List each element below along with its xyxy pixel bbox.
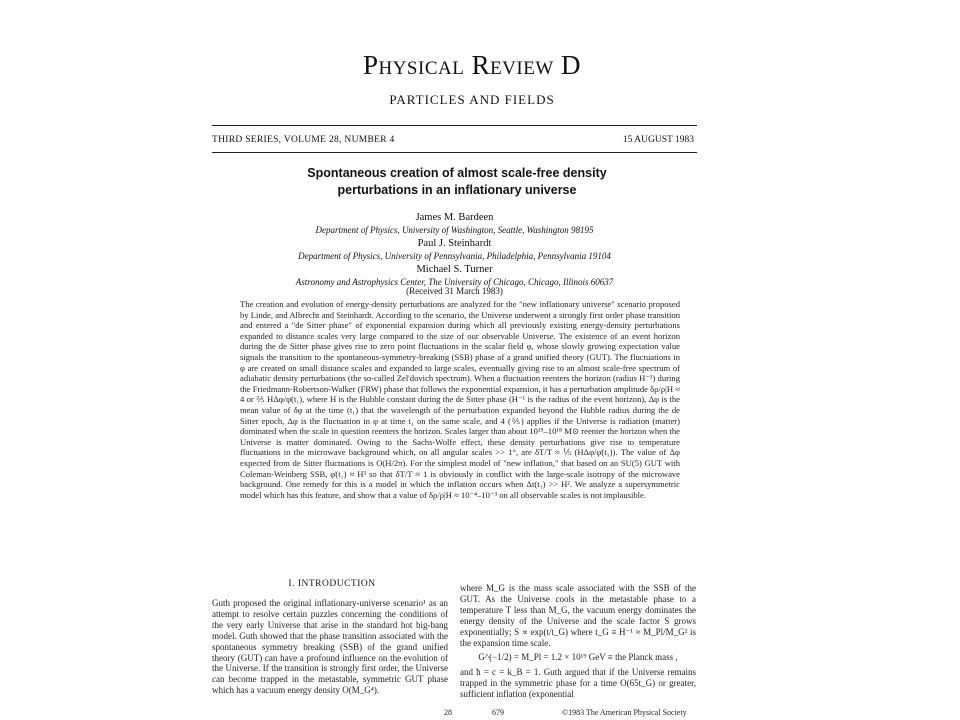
intro-left-text: Guth proposed the original inflationary-universe scenario¹ as an attempt to resolve certain puzzles concerning the conditions of the very early Universe that arise in the standard hot big-bang model. Guth showed that the phase transition associated with the spontaneous symmetry breaking (SSB) of the grand unified theory (GUT) can have a profound influence on the evolution of the Universe. If the transition is strongly first order, the Universe can become trapped in the metastable, symmetric GUT phase which has a vacuum energy density O(M_G⁴). (212, 598, 448, 696)
author-affiliation: Department of Physics, University of Pennsylvania, Philadelphia, Pennsylvania 19104 (298, 251, 611, 261)
received-date: (Received 31 March 1983) (406, 286, 503, 296)
paper-page (212, 0, 712, 720)
author-name: James M. Bardeen (415, 212, 494, 223)
journal-title: Physical Review D (362, 50, 582, 80)
abstract: The creation and evolution of energy-density perturbations are analyzed for the "new inflationary universe" scenario proposed by Linde, and Albrecht and Steinhardt. According to the scenario, the Universe underwent a strongly first order phase transition and entered a "de Sitter phase" of exponential expansion during which all previously existing energy-density perturbations expanded to distance scales very large compared to the size of our observable Universe. The existence of an event horizon during the de Sitter phase gives rise to zero point fluctuations in the scalar field φ, whose slowly growing expectation value signals the transition to the spontaneous-symmetry-breaking (SSB) phase of a grand unified theory (GUT). The fluctuations in φ are created on small distance scales and expanded to large scales, eventually giving rise to an almost scale-free spectrum of adiabatic density perturbations (the so-called Zel'dovich spectrum). When a fluctuation reenters the horizon (radius H⁻¹) during the Friedmann-Robertson-Walker (FRW) phase that follows the exponential expansion, it has a perturbation amplitude δρ/ρ|H ≈ 4 or ⅖ HΔφ/φ̇(t₁), where H is the Hubble constant during the de Sitter phase (H⁻¹ is the radius of the event horizon), Δφ is the mean value of δφ at the time (t₁) that the wavelength of the perturbation expanded beyond the Hubble radius during the de Sitter epoch, Δφ is the fluctuation in φ at time t₁ on the same scale, and 4 (⅖) applies if the Universe is radiation (matter) dominated when the scale in question reenters the horizon. Scales larger than about 10¹⁵–10¹⁸ M⊙ reenter the horizon when the Universe is matter dominated. Owing to the Sachs-Wolfe effect, these density perturbations give rise to temperature fluctuations in the microwave background which, on all angular scales >> 1°, are δT/T ≈ ⅕ (HΔφ/φ̇(t₁)). The value of Δφ expected from de Sitter fluctuations is O(H/2π). For the simplest model of "new inflation," that based on an SU(5) GUT with Coleman-Weinberg SSB, φ̇(t₁) ≈ H³ so that δT/T ≈ 1 is obviously in conflict with the large-scale isotropy of the microwave background. One remedy for this is a model in which the inflation occurs when Δt(t₁) >> H². We analyze a supersymmetric model which has this feature, and show that a value of δρ/ρ|H ≈ 10⁻⁴–10⁻³ on all observable scales is not implausible. (240, 299, 680, 500)
intro-right-text-continued: and ħ = c = k_B = 1. Guth argued that if the Universe remains trapped in the symmetric phase for a time O(65t_G) or greater, sufficient inflation (exponential (460, 667, 696, 700)
footer-volume: 28 (444, 708, 452, 717)
journal-series: THIRD SERIES, VOLUME 28, NUMBER 4 (212, 135, 395, 145)
section-heading: I. INTRODUCTION (288, 579, 376, 589)
header-rule-top (212, 125, 697, 126)
footer-page-number: 679 (492, 708, 504, 717)
issue-date: 15 AUGUST 1983 (622, 135, 694, 145)
author-affiliation: Astronomy and Astrophysics Center, The University of Chicago, Chicago, Illinois 60637 (295, 277, 614, 287)
planck-mass-equation: G^(−1/2) = M_Pl = 1.2 × 10¹⁹ GeV ≡ the Planck mass , (478, 652, 678, 663)
header-rule-bottom (212, 152, 697, 153)
intro-right-text: where M_G is the mass scale associated with the SSB of the GUT. As the Universe cools in the metastable phase to a temperature T less than M_G, the vacuum energy dominates the energy density of the Universe and the scale factor S grows exponentially; S ∝ exp(t/t_G) where t_G ≡ H⁻¹ ≈ M_Pl/M_G² is the expansion time scale. (460, 583, 696, 648)
journal-subtitle: PARTICLES AND FIELDS (389, 92, 555, 107)
intro-left-column (212, 598, 448, 696)
author-affiliation: Department of Physics, University of Washington, Seattle, Washington 98195 (315, 225, 594, 235)
paper-title: Spontaneous creation of almost scale-free density perturbations in an inflationary universe (307, 166, 607, 197)
author-name: Paul J. Steinhardt (417, 238, 492, 249)
intro-right-column (460, 583, 696, 700)
footer-copyright: ©1983 The American Physical Society (562, 708, 687, 717)
author-name: Michael S. Turner (416, 264, 493, 275)
